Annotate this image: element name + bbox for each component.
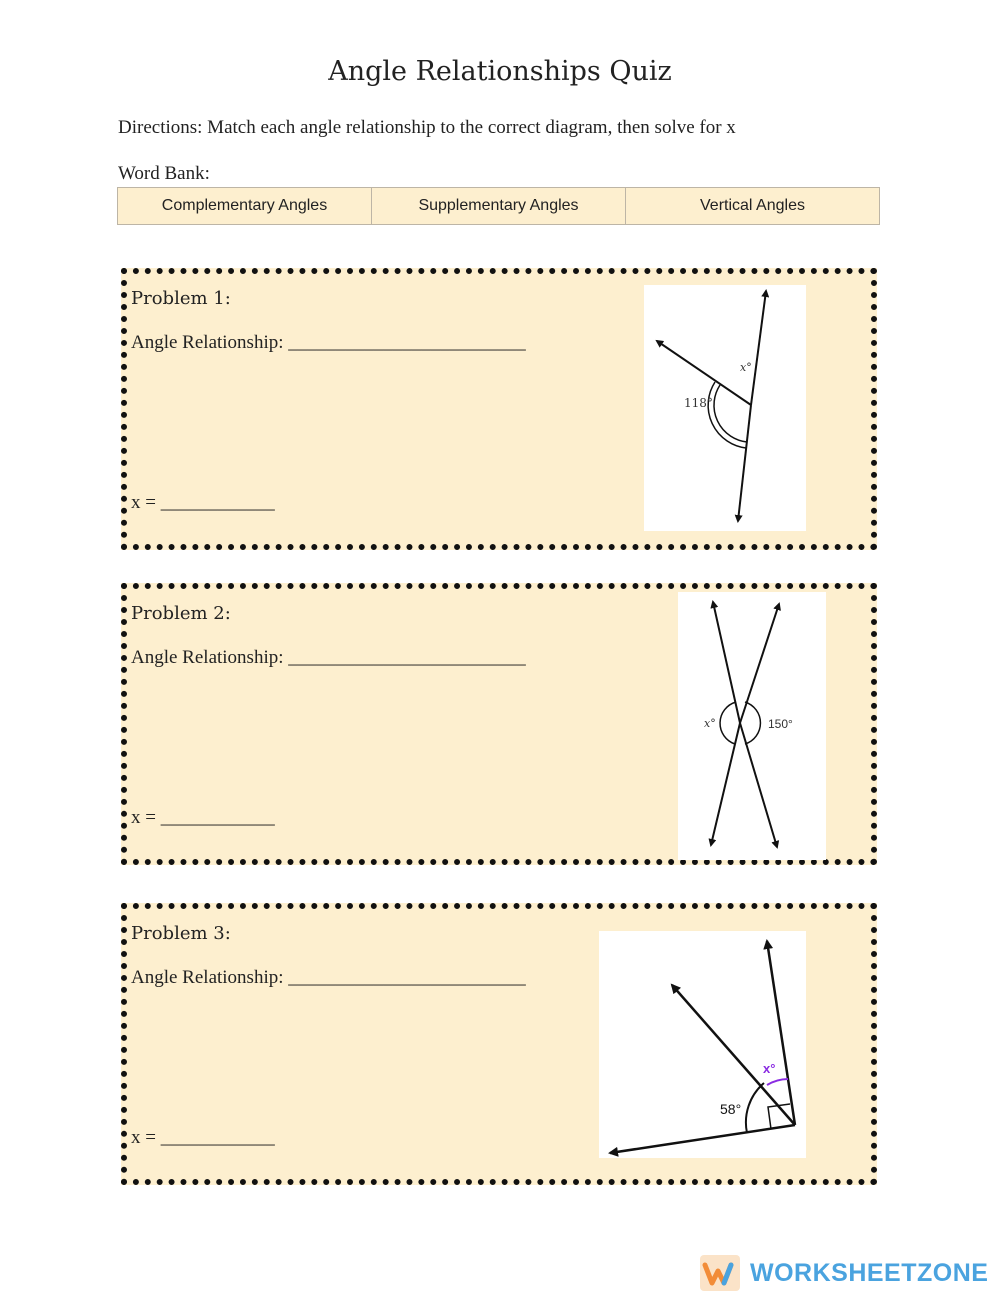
angle-relationship-line[interactable]: Angle Relationship: _________________________	[131, 647, 526, 668]
angle-label-150: 150°	[768, 717, 793, 731]
problem-2-card	[121, 583, 877, 865]
problem-1-diagram	[644, 285, 806, 531]
word-bank-item: Complementary Angles	[118, 188, 372, 224]
x-answer-line[interactable]: x = ____________	[131, 1127, 275, 1148]
page-title: Angle Relationships Quiz	[328, 56, 672, 87]
problem-title: Problem 1:	[131, 288, 231, 309]
angle-label-118: 118°	[684, 396, 713, 410]
directions-text: Directions: Match each angle relationship to the correct diagram, then solve for x	[118, 117, 736, 138]
angle-relationship-line[interactable]: Angle Relationship: _________________________	[131, 967, 526, 988]
x-answer-line[interactable]: x = ____________	[131, 807, 275, 828]
angle-label-58: 58°	[720, 1101, 742, 1117]
problem-3-card	[121, 903, 877, 1185]
problem-title: Problem 2:	[131, 603, 231, 624]
angle-relationship-line[interactable]: Angle Relationship: _________________________	[131, 332, 526, 353]
word-bank-table	[117, 187, 880, 225]
angle-label-x: x°	[704, 717, 716, 730]
word-bank-item: Vertical Angles	[700, 197, 805, 214]
problem-1-card	[121, 268, 877, 550]
x-answer-line[interactable]: x = ____________	[131, 492, 275, 513]
problem-2-diagram	[678, 592, 826, 860]
problem-title: Problem 3:	[131, 923, 231, 944]
angle-label-x: x°	[740, 361, 752, 374]
problem-3-diagram	[599, 931, 806, 1158]
angle-label-x: x°	[763, 1061, 776, 1076]
worksheetzone-logo-icon	[700, 1255, 740, 1291]
worksheetzone-logo-text: WORKSHEETZONE	[750, 1258, 989, 1287]
worksheetzone-logo	[700, 1255, 988, 1291]
word-bank-label: Word Bank:	[118, 163, 210, 184]
word-bank-item: Supplementary Angles	[372, 188, 626, 224]
